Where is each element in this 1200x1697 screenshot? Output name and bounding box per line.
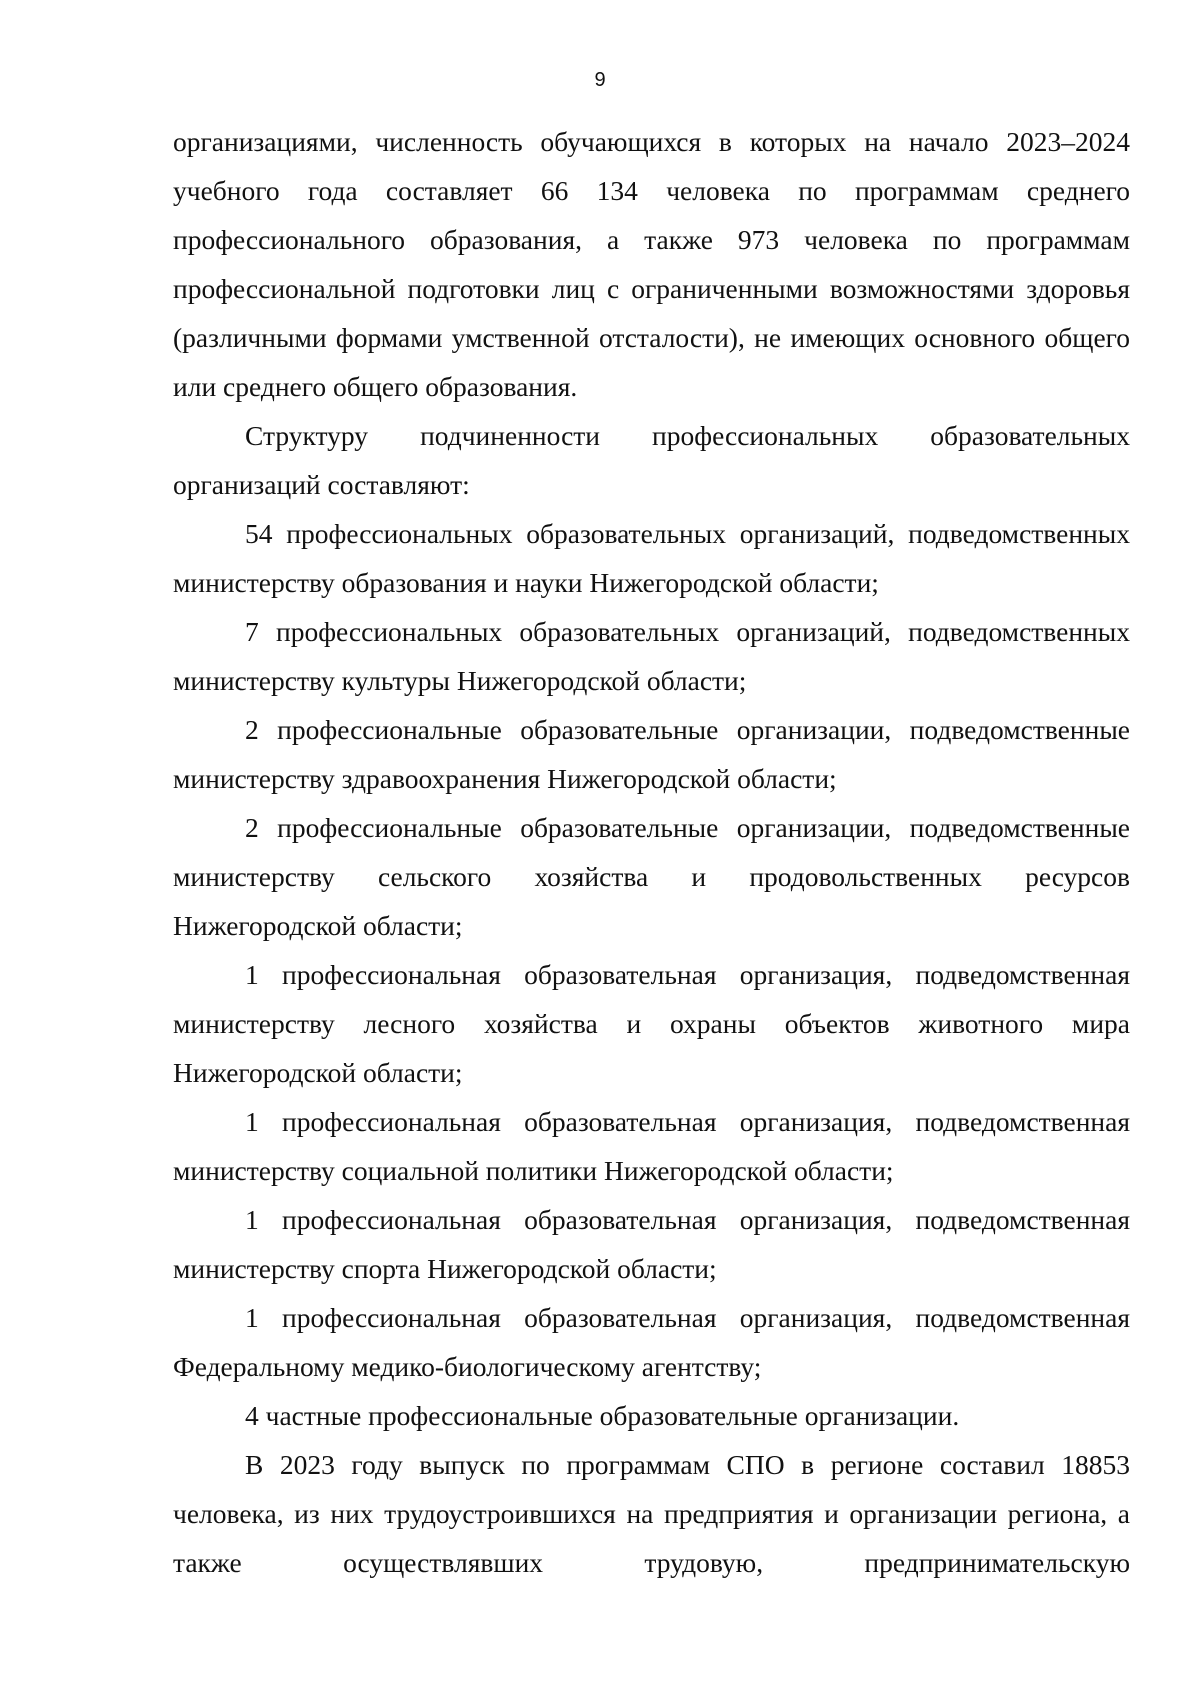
- list-item-agriculture-ministry: 2 профессиональные образовательные организации, подведомственные министерству сельского хозяйства и продовольственных ресурсов Нижегородской области;: [173, 812, 1130, 941]
- list-item-health-ministry: 2 профессиональные образовательные организации, подведомственные министерству здравоохранения Нижегородской области;: [173, 714, 1130, 794]
- list-item-social-policy-ministry: 1 профессиональная образовательная организация, подведомственная министерству социальной политики Нижегородской области;: [173, 1106, 1130, 1186]
- list-item-culture-ministry: 7 профессиональных образовательных организаций, подведомственных министерству культуры Нижегородской области;: [173, 616, 1130, 696]
- list-item-private: 4 частные профессиональные образовательные организации.: [245, 1400, 960, 1431]
- paragraph-structure-intro: Структуру подчиненности профессиональных образовательных организаций составляют:: [173, 420, 1130, 500]
- list-item-sport-ministry: 1 профессиональная образовательная организация, подведомственная министерству спорта Нижегородской области;: [173, 1204, 1130, 1284]
- list-item-education-ministry: 54 профессиональных образовательных организаций, подведомственных министерству образования и науки Нижегородской области;: [173, 518, 1130, 598]
- page-number: 9: [594, 69, 606, 91]
- paragraph-graduates-2023: В 2023 году выпуск по программам СПО в регионе составил 18853 человека, из них трудоустроившихся на предприятия и организации региона, а также осуществлявших трудовую, предпринимательскую: [173, 1449, 1130, 1578]
- document-body: [173, 117, 1130, 1587]
- list-item-forestry-ministry: 1 профессиональная образовательная организация, подведомственная министерству лесного хозяйства и охраны объектов животного мира Нижегородской области;: [173, 959, 1130, 1088]
- paragraph-students-count: организациями, численность обучающихся в которых на начало 2023–2024 учебного года составляет 66 134 человека по программам среднего профессионального образования, а также 973 человека по программам профессиональной подготовки лиц с ограниченными возможностями здоровья (различными формами умственной отсталости), не имеющих основного общего или среднего общего образования.: [173, 126, 1130, 402]
- list-item-fmba: 1 профессиональная образовательная организация, подведомственная Федеральному медико-биологическому агентству;: [173, 1302, 1130, 1382]
